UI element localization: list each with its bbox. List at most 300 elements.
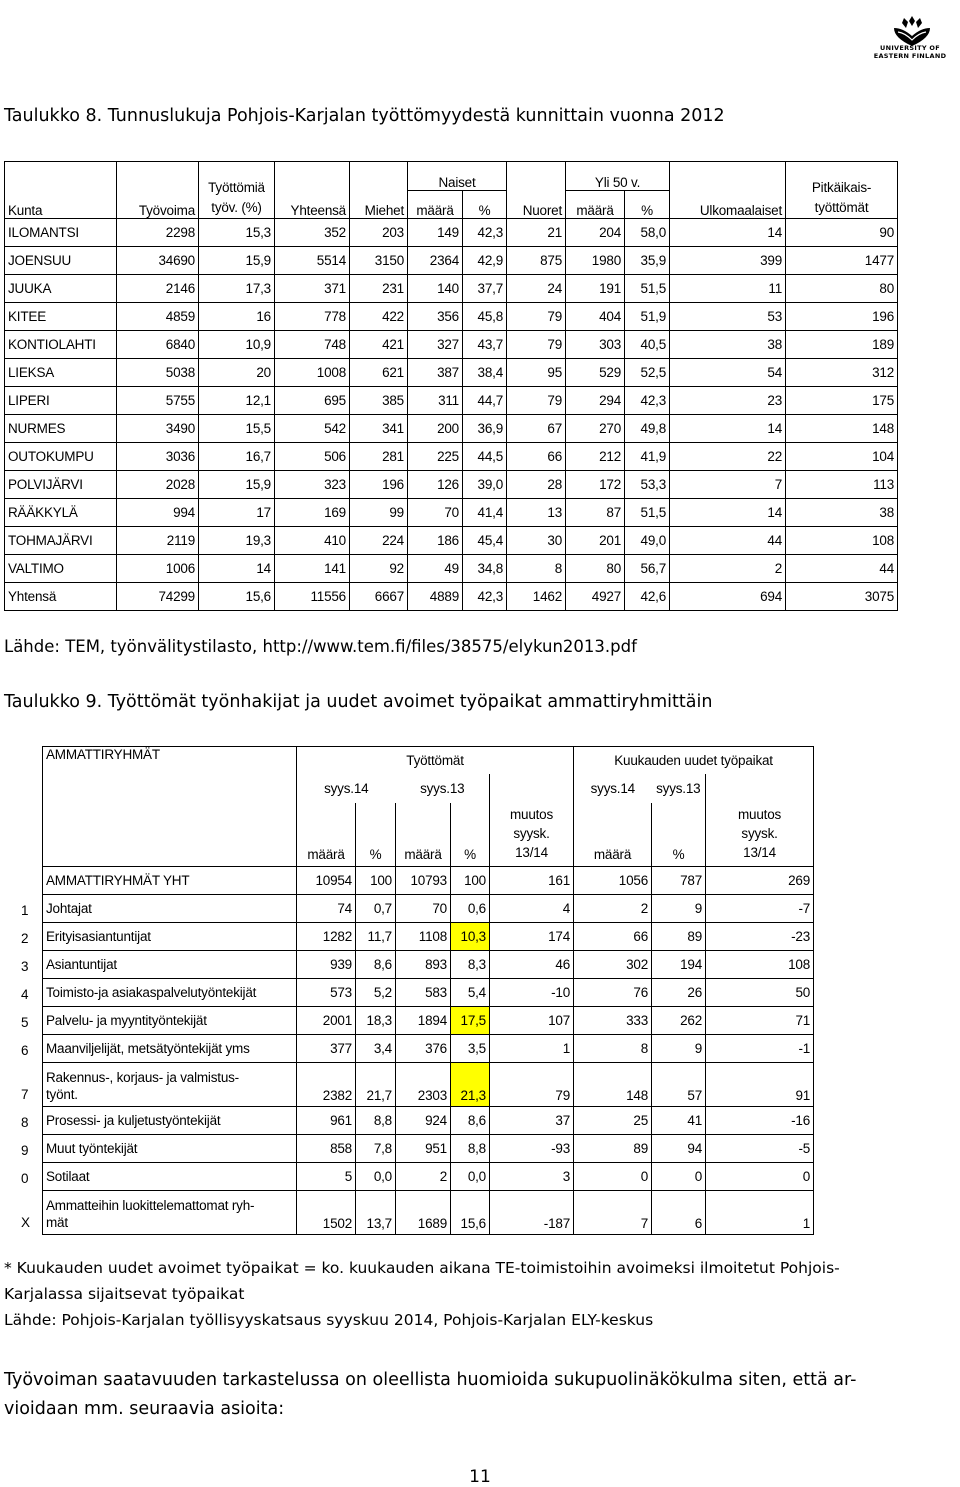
value-cell: 1894 <box>396 1007 451 1035</box>
header-naiset: Naiset <box>408 162 507 191</box>
value-cell: 1008 <box>275 359 350 387</box>
value-cell: 14 <box>670 415 786 443</box>
value-cell: 58,0 <box>625 219 670 247</box>
value-cell: 4927 <box>566 583 625 611</box>
header-pct-1: % <box>356 803 396 867</box>
value-cell: 583 <box>396 979 451 1007</box>
value-cell: -23 <box>706 923 814 951</box>
value-cell: 74 <box>297 895 356 923</box>
value-cell: 6 <box>652 1191 706 1235</box>
occupation-name: Prosessi- ja kuljetustyöntekijät <box>43 1107 297 1135</box>
value-cell: 49,0 <box>625 527 670 555</box>
value-cell: 21,3 <box>451 1063 490 1107</box>
value-cell: 621 <box>350 359 408 387</box>
value-cell: 34690 <box>117 247 199 275</box>
value-cell: 67 <box>507 415 566 443</box>
header-pitkaikais: Pitkäikais- työttömät <box>786 162 898 219</box>
value-cell: 70 <box>396 895 451 923</box>
value-cell: 9 <box>652 895 706 923</box>
value-cell: 8,8 <box>451 1135 490 1163</box>
header-naiset-pct: % <box>463 190 507 219</box>
value-cell: 858 <box>297 1135 356 1163</box>
value-cell: 51,5 <box>625 275 670 303</box>
value-cell: 38,4 <box>463 359 507 387</box>
value-cell: 4 <box>490 895 574 923</box>
value-cell: 11,7 <box>356 923 396 951</box>
municipality-cell: OUTOKUMPU <box>5 443 117 471</box>
value-cell: 11556 <box>275 583 350 611</box>
value-cell: 10,3 <box>451 923 490 951</box>
table-row <box>43 1007 814 1035</box>
value-cell: 10954 <box>297 867 356 895</box>
value-cell: 410 <box>275 527 350 555</box>
value-cell: 8,8 <box>356 1107 396 1135</box>
value-cell: -93 <box>490 1135 574 1163</box>
municipality-cell: JUUKA <box>5 275 117 303</box>
value-cell: 200 <box>408 415 463 443</box>
value-cell: 3,5 <box>451 1035 490 1063</box>
value-cell: 36,9 <box>463 415 507 443</box>
value-cell: 13,7 <box>356 1191 396 1235</box>
value-cell: 2028 <box>117 471 199 499</box>
value-cell: -187 <box>490 1191 574 1235</box>
table-row <box>5 275 898 303</box>
value-cell: 12,1 <box>199 387 275 415</box>
value-cell: 90 <box>786 219 898 247</box>
value-cell: 16,7 <box>199 443 275 471</box>
table-row <box>43 1135 814 1163</box>
page-number: 11 <box>469 1467 491 1487</box>
header-tyovoima: Työvoima <box>117 162 199 219</box>
value-cell: 80 <box>566 555 625 583</box>
municipality-cell: Yhtensä <box>5 583 117 611</box>
value-cell: 422 <box>350 303 408 331</box>
row-number: 5 <box>21 1014 29 1030</box>
value-cell: 44 <box>786 555 898 583</box>
value-cell: 89 <box>574 1135 652 1163</box>
value-cell: 924 <box>396 1107 451 1135</box>
value-cell: 76 <box>574 979 652 1007</box>
table-row <box>5 247 898 275</box>
occupation-name: Palvelu- ja myyntityöntekijät <box>43 1007 297 1035</box>
value-cell: 15,6 <box>451 1191 490 1235</box>
value-cell: 1689 <box>396 1191 451 1235</box>
table-8 <box>4 161 898 611</box>
value-cell: 148 <box>786 415 898 443</box>
value-cell: 42,3 <box>463 583 507 611</box>
value-cell: 3036 <box>117 443 199 471</box>
municipality-cell: VALTIMO <box>5 555 117 583</box>
value-cell: 694 <box>670 583 786 611</box>
value-cell: 37,7 <box>463 275 507 303</box>
table-row <box>5 583 898 611</box>
value-cell: 71 <box>706 1007 814 1035</box>
value-cell: 79 <box>507 331 566 359</box>
table-8-title: Taulukko 8. Tunnuslukuja Pohjois-Karjalan työttömyydestä kunnittain vuonna 2012 <box>4 106 725 126</box>
value-cell: 399 <box>670 247 786 275</box>
value-cell: 3 <box>490 1163 574 1191</box>
value-cell: 529 <box>566 359 625 387</box>
value-cell: 7,8 <box>356 1135 396 1163</box>
table-row <box>5 443 898 471</box>
value-cell: 2 <box>670 555 786 583</box>
value-cell: 175 <box>786 387 898 415</box>
row-number: 7 <box>21 1086 29 1102</box>
value-cell: 8,6 <box>451 1107 490 1135</box>
value-cell: 18,3 <box>356 1007 396 1035</box>
header-pct-3: % <box>652 803 706 867</box>
header-muutos: muutos syysk. 13/14 <box>490 774 574 867</box>
table-row <box>43 979 814 1007</box>
value-cell: 377 <box>297 1035 356 1063</box>
value-cell: 8,6 <box>356 951 396 979</box>
occupation-name: Ammatteihin luokittelemattomat ryh- mät <box>43 1191 297 1235</box>
value-cell: 2 <box>396 1163 451 1191</box>
value-cell: 104 <box>786 443 898 471</box>
value-cell: 38 <box>786 499 898 527</box>
value-cell: 9 <box>652 1035 706 1063</box>
university-name: UNIVERSITY OF EASTERN FINLAND <box>873 44 947 60</box>
value-cell: 79 <box>490 1063 574 1107</box>
value-cell: 294 <box>566 387 625 415</box>
value-cell: 5,2 <box>356 979 396 1007</box>
value-cell: -7 <box>706 895 814 923</box>
row-number: 4 <box>21 986 29 1002</box>
value-cell: 196 <box>786 303 898 331</box>
value-cell: 41 <box>652 1107 706 1135</box>
value-cell: 189 <box>786 331 898 359</box>
value-cell: 14 <box>670 499 786 527</box>
value-cell: 0 <box>652 1163 706 1191</box>
value-cell: 5755 <box>117 387 199 415</box>
header-yhteensa: Yhteensä <box>275 162 350 219</box>
value-cell: 172 <box>566 471 625 499</box>
value-cell: 352 <box>275 219 350 247</box>
value-cell: 3490 <box>117 415 199 443</box>
value-cell: 191 <box>566 275 625 303</box>
row-number: X <box>21 1214 31 1230</box>
table-row <box>43 1191 814 1235</box>
value-cell: 0 <box>706 1163 814 1191</box>
value-cell: 3,4 <box>356 1035 396 1063</box>
value-cell: 17,5 <box>451 1007 490 1035</box>
value-cell: 186 <box>408 527 463 555</box>
occupation-name: Sotilaat <box>43 1163 297 1191</box>
value-cell: 0,0 <box>356 1163 396 1191</box>
value-cell: 53 <box>670 303 786 331</box>
value-cell: 204 <box>566 219 625 247</box>
row-number: 3 <box>21 958 29 974</box>
value-cell: 939 <box>297 951 356 979</box>
header-maara-1: määrä <box>297 803 356 867</box>
value-cell: 149 <box>408 219 463 247</box>
value-cell: 52,5 <box>625 359 670 387</box>
body-paragraph: Työvoiman saatavuuden tarkastelussa on oleellista huomioida sukupuolinäkökulma siten, että ar- vioidaan mm. seuraavia asioita: <box>4 1370 857 1419</box>
value-cell: 50 <box>706 979 814 1007</box>
value-cell: 91 <box>706 1063 814 1107</box>
value-cell: 41,9 <box>625 443 670 471</box>
value-cell: 1 <box>490 1035 574 1063</box>
header-miehet: Miehet <box>350 162 408 219</box>
value-cell: 87 <box>566 499 625 527</box>
value-cell: 17,3 <box>199 275 275 303</box>
value-cell: 25 <box>574 1107 652 1135</box>
value-cell: 1980 <box>566 247 625 275</box>
value-cell: 169 <box>275 499 350 527</box>
value-cell: 1056 <box>574 867 652 895</box>
header-syys14-kk: syys.14 <box>574 774 652 803</box>
value-cell: 42,3 <box>625 387 670 415</box>
table-row <box>5 499 898 527</box>
value-cell: 20 <box>199 359 275 387</box>
row-number: 2 <box>21 930 29 946</box>
value-cell: 108 <box>706 951 814 979</box>
value-cell: 53,3 <box>625 471 670 499</box>
row-number: 9 <box>21 1142 29 1158</box>
value-cell: 39,0 <box>463 471 507 499</box>
value-cell: 225 <box>408 443 463 471</box>
municipality-cell: RÄÄKKYLÄ <box>5 499 117 527</box>
value-cell: 0 <box>574 1163 652 1191</box>
header-yli50-pct: % <box>625 190 670 219</box>
value-cell: 203 <box>350 219 408 247</box>
row-number: 8 <box>21 1114 29 1130</box>
municipality-cell: ILOMANTSI <box>5 219 117 247</box>
header-naiset-maara: määrä <box>408 190 463 219</box>
municipality-cell: LIEKSA <box>5 359 117 387</box>
table-9-footnote: * Kuukauden uudet avoimet työpaikat = ko. kuukauden aikana TE-toimistoihin avoimeksi ilmoitetut Pohjois- <box>4 1259 840 1277</box>
value-cell: 14 <box>670 219 786 247</box>
municipality-cell: JOENSUU <box>5 247 117 275</box>
occupation-name: Muut työntekijät <box>43 1135 297 1163</box>
value-cell: 79 <box>507 303 566 331</box>
value-cell: 49 <box>408 555 463 583</box>
value-cell: 23 <box>670 387 786 415</box>
header-syys14: syys.14 <box>297 774 396 803</box>
value-cell: 42,9 <box>463 247 507 275</box>
value-cell: 51,9 <box>625 303 670 331</box>
occupation-name: Maanviljelijät, metsätyöntekijät yms <box>43 1035 297 1063</box>
value-cell: 28 <box>507 471 566 499</box>
occupation-name: Asiantuntijat <box>43 951 297 979</box>
value-cell: 387 <box>408 359 463 387</box>
table-row <box>5 527 898 555</box>
value-cell: 778 <box>275 303 350 331</box>
value-cell: 17 <box>199 499 275 527</box>
table-row <box>5 359 898 387</box>
value-cell: 3150 <box>350 247 408 275</box>
value-cell: 8 <box>574 1035 652 1063</box>
municipality-cell: KITEE <box>5 303 117 331</box>
table-row <box>43 895 814 923</box>
value-cell: 5 <box>297 1163 356 1191</box>
value-cell: 4889 <box>408 583 463 611</box>
header-syys13: syys.13 <box>396 774 490 803</box>
value-cell: 43,7 <box>463 331 507 359</box>
municipality-cell: LIPERI <box>5 387 117 415</box>
value-cell: 212 <box>566 443 625 471</box>
value-cell: 748 <box>275 331 350 359</box>
table-row <box>5 303 898 331</box>
value-cell: 34,8 <box>463 555 507 583</box>
value-cell: 8 <box>507 555 566 583</box>
occupation-name: Rakennus-, korjaus- ja valmistus- työnt. <box>43 1063 297 1107</box>
value-cell: 1462 <box>507 583 566 611</box>
table-9-source: Lähde: Pohjois-Karjalan työllisyyskatsaus syyskuu 2014, Pohjois-Karjalan ELY-keskus <box>4 1311 654 1329</box>
value-cell: 74299 <box>117 583 199 611</box>
value-cell: 35,9 <box>625 247 670 275</box>
value-cell: 19,3 <box>199 527 275 555</box>
table-row <box>43 951 814 979</box>
header-syys13-kk: syys.13 <box>652 774 706 803</box>
value-cell: 107 <box>490 1007 574 1035</box>
value-cell: 79 <box>507 387 566 415</box>
value-cell: 224 <box>350 527 408 555</box>
value-cell: 333 <box>574 1007 652 1035</box>
value-cell: 1006 <box>117 555 199 583</box>
value-cell: 6840 <box>117 331 199 359</box>
value-cell: 404 <box>566 303 625 331</box>
value-cell: 16 <box>199 303 275 331</box>
value-cell: 80 <box>786 275 898 303</box>
occupation-name: Erityisasiantuntijat <box>43 923 297 951</box>
value-cell: 231 <box>350 275 408 303</box>
value-cell: 54 <box>670 359 786 387</box>
value-cell: 323 <box>275 471 350 499</box>
value-cell: 312 <box>786 359 898 387</box>
table-row <box>5 555 898 583</box>
row-number: 0 <box>21 1170 29 1186</box>
value-cell: 302 <box>574 951 652 979</box>
value-cell: 311 <box>408 387 463 415</box>
value-cell: 108 <box>786 527 898 555</box>
occupation-name: Toimisto-ja asiakaspalvelutyöntekijät <box>43 979 297 1007</box>
value-cell: 2298 <box>117 219 199 247</box>
value-cell: 7 <box>574 1191 652 1235</box>
value-cell: 89 <box>652 923 706 951</box>
value-cell: 2382 <box>297 1063 356 1107</box>
value-cell: 5038 <box>117 359 199 387</box>
value-cell: 2146 <box>117 275 199 303</box>
value-cell: 148 <box>574 1063 652 1107</box>
value-cell: 2119 <box>117 527 199 555</box>
header-maara-2: määrä <box>396 803 451 867</box>
header-kuukauden: Kuukauden uudet työpaikat <box>574 747 814 775</box>
value-cell: 14 <box>199 555 275 583</box>
table-row <box>5 331 898 359</box>
value-cell: 196 <box>350 471 408 499</box>
table-row <box>5 415 898 443</box>
value-cell: 5514 <box>275 247 350 275</box>
value-cell: 95 <box>507 359 566 387</box>
value-cell: 174 <box>490 923 574 951</box>
table-9 <box>42 746 814 1235</box>
value-cell: 270 <box>566 415 625 443</box>
table-row <box>43 1163 814 1191</box>
value-cell: 0,7 <box>356 895 396 923</box>
value-cell: 13 <box>507 499 566 527</box>
table-row <box>5 219 898 247</box>
value-cell: -5 <box>706 1135 814 1163</box>
value-cell: 421 <box>350 331 408 359</box>
value-cell: 37 <box>490 1107 574 1135</box>
header-ulkomaalaiset: Ulkomaalaiset <box>670 162 786 219</box>
value-cell: 2364 <box>408 247 463 275</box>
header-tyottomat: Työttömät <box>297 747 574 775</box>
municipality-cell: KONTIOLAHTI <box>5 331 117 359</box>
table-8-source: Lähde: TEM, työnvälitystilasto, http://www.tem.fi/files/38575/elykun2013.pdf <box>4 637 637 656</box>
value-cell: 573 <box>297 979 356 1007</box>
table-total-row <box>43 867 814 895</box>
value-cell: 161 <box>490 867 574 895</box>
value-cell: 327 <box>408 331 463 359</box>
value-cell: 787 <box>652 867 706 895</box>
value-cell: 45,8 <box>463 303 507 331</box>
value-cell: 1 <box>706 1191 814 1235</box>
value-cell: 26 <box>652 979 706 1007</box>
municipality-cell: POLVIJÄRVI <box>5 471 117 499</box>
row-number: 1 <box>21 902 29 918</box>
value-cell: 356 <box>408 303 463 331</box>
value-cell: 506 <box>275 443 350 471</box>
value-cell: 99 <box>350 499 408 527</box>
value-cell: 303 <box>566 331 625 359</box>
header-ammattiryhmat: AMMATTIRYHMÄT <box>43 747 297 867</box>
value-cell: 38 <box>670 331 786 359</box>
value-cell: -16 <box>706 1107 814 1135</box>
header-nuoret: Nuoret <box>507 162 566 219</box>
value-cell: 51,5 <box>625 499 670 527</box>
value-cell: 2001 <box>297 1007 356 1035</box>
header-kunta: Kunta <box>5 162 117 219</box>
value-cell: 42,6 <box>625 583 670 611</box>
value-cell: 7 <box>670 471 786 499</box>
value-cell: 141 <box>275 555 350 583</box>
value-cell: 2303 <box>396 1063 451 1107</box>
value-cell: 371 <box>275 275 350 303</box>
value-cell: 15,3 <box>199 219 275 247</box>
occupation-name: Johtajat <box>43 895 297 923</box>
value-cell: 269 <box>706 867 814 895</box>
table-row <box>43 1107 814 1135</box>
header-muutos-kk: muutos syysk. 13/14 <box>706 774 814 867</box>
value-cell: 57 <box>652 1063 706 1107</box>
value-cell: 44 <box>670 527 786 555</box>
value-cell: 46 <box>490 951 574 979</box>
value-cell: 695 <box>275 387 350 415</box>
value-cell: 10,9 <box>199 331 275 359</box>
value-cell: 8,3 <box>451 951 490 979</box>
value-cell: 1502 <box>297 1191 356 1235</box>
value-cell: 341 <box>350 415 408 443</box>
value-cell: 30 <box>507 527 566 555</box>
value-cell: 1108 <box>396 923 451 951</box>
header-pct-2: % <box>451 803 490 867</box>
value-cell: 140 <box>408 275 463 303</box>
value-cell: 1282 <box>297 923 356 951</box>
value-cell: 94 <box>652 1135 706 1163</box>
table-9-footnote-2: Karjalassa sijaitsevat työpaikat <box>4 1285 245 1303</box>
row-number: 6 <box>21 1042 29 1058</box>
value-cell: 100 <box>356 867 396 895</box>
value-cell: 6667 <box>350 583 408 611</box>
value-cell: 40,5 <box>625 331 670 359</box>
header-yli50-maara: määrä <box>566 190 625 219</box>
value-cell: 3075 <box>786 583 898 611</box>
value-cell: 10793 <box>396 867 451 895</box>
value-cell: 15,9 <box>199 247 275 275</box>
value-cell: 201 <box>566 527 625 555</box>
